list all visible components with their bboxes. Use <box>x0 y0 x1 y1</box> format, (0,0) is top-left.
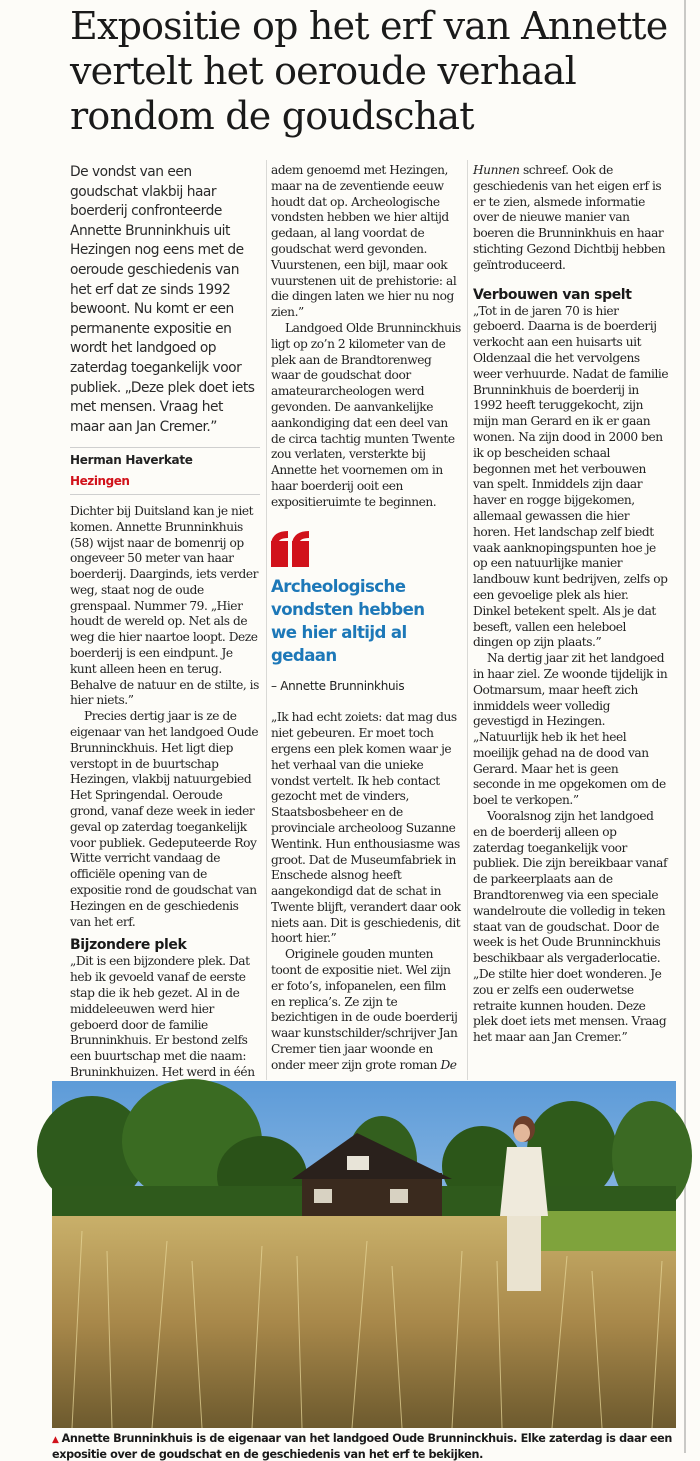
caption-text: Annette Brunninkhuis is de eigenaar van het landgoed Oude Brunninckhuis. Elke zaterdag is daar een expositie over de goudschat en de geschiedenis van het erf te bekijken. <box>52 1432 673 1461</box>
body-paragraph: Vooralsnog zijn het landgoed en de boerderij alleen op zaterdag toegankelijk voor publiek. Die zijn bereikbaar vanaf de parkeerplaats aan de Brandtorenweg via een speciale wandelroute die volledig in teken staat van de goudschat. Door de week is het Oude Brunninckhuis beschikbaar als vergaderlocatie. „De stilte hier doet wonderen. Je zou er zelfs een ouderwetse retraite kunnen houden. Deze plek doet iets met mensen. Vraag het maar aan Jan Cremer.” <box>473 809 668 1045</box>
body-paragraph <box>473 163 669 274</box>
article-column-1 <box>70 163 260 1081</box>
column-divider <box>467 160 468 1080</box>
body-paragraph: Landgoed Olde Brunninckhuis ligt op zo’n 2 kilometer van de plek aan de Brandtorenweg waar de goudschat door amateurarcheologen werd gevonden. De aanvankelijke aankondiging dat een deel van de circa tachtig munten Twente zou verlaten, versterkte bij Annette het voornemen om in haar boerderij ooit een expositieruimte te beginnen. <box>271 320 461 509</box>
photo-caption <box>52 1432 676 1461</box>
body-paragraph: „Dit is een bijzondere plek. Dat heb ik gevoeld vanaf de eerste stap die ik heb gezet. Al in de middeleeuwen werd hier geboerd door de familie Brunninkhuis. Er bestond zelfs een buurtschap met die naam: Bruninkhuizen. Het werd in één <box>70 954 255 1079</box>
body-paragraph: Dichter bij Duitsland kan je niet komen. Annette Brunninkhuis (58) wijst naar de bomenrij op ongeveer 50 meter van haar boerderij. Daarginds, iets verder weg, staat nog de oude grenspaal. Nummer 79. „Hier houdt de wereld op. Net als de weg die hier naartoe loopt. Deze boerderij is een eindpunt. Je kunt alleen heen en terug. Behalve de natuur en de stilte, is hier niets.” <box>70 503 259 708</box>
caption-triangle-icon: ▲ <box>52 1435 59 1445</box>
column-divider <box>266 160 267 1080</box>
body-paragraph: „Ik had echt zoiets: dat mag dus niet gebeuren. Er moet toch ergens een plek komen waar je het verhaal van die unieke vondst vertelt. Ik heb contact gezocht met de vinders, Staatsbosbeheer en de provinciale archeoloog Suzanne Wentink. Hun enthousiasme was groot. Dat de Museumfabriek in Enschede alsnog heeft aangekondigd dat de schat in Twente blijft, verandert daar ook niets aan. Dit is geschiedenis, dit hoort hier.” <box>271 710 461 946</box>
body-paragraph: adem genoemd met Hezingen, maar na de zeventiende eeuw houdt dat op. Archeologische vondsten hebben we hier altijd gedaan, al lang voordat de goudschat werd gevonden. Vuurstenen, een bijl, maar ook vuurstenen uit de prehistorie: al die dingen laten we hier nu nog zien.” <box>271 163 457 320</box>
page-edge <box>684 0 686 1453</box>
book-title-part: Hunnen <box>473 163 520 177</box>
body-text: Originele gouden munten toont de expositie niet. Wel zijn er foto’s, infopanelen, een film en replica’s. Ze zijn te bezichtigen in de oude boerderij waar kunstschilder/schrijver Jan Cremer tien jaar woonde en onder meer zijn grote roman <box>271 947 458 1072</box>
subheading: Bijzondere plek <box>70 937 187 954</box>
pull-quote <box>271 531 463 695</box>
article-photo <box>52 1081 676 1428</box>
body-paragraph: Precies dertig jaar is ze de eigenaar van het landgoed Oude Brunninckhuis. Het ligt diep verstopt in de buurtschap Hezingen, vlakbij natuurgebied Het Springendal. Oeroude grond, vanaf deze week in ieder geval op zaterdag toegankelijk voor publiek. Gedeputeerde Roy Witte verricht vandaag de officiële opening van de expositie rond de goudschat van Hezingen en de geschiedenis van het erf. <box>70 709 259 929</box>
body-paragraph <box>271 947 463 1073</box>
article-column-3 <box>473 163 669 1046</box>
body-paragraph: Na dertig jaar zit het landgoed in haar ziel. Ze woonde tijdelijk in Ootmarsum, maar heeft zich inmiddels weer volledig gevestigd in Hezingen. „Natuurlijk heb ik het heel moeilijk gehad na de dood van Gerard. Maar het is geen seconde in me opgekomen om de boel te verkopen.” <box>473 651 668 808</box>
quote-mark-icon <box>271 531 311 567</box>
author-byline: Herman Haverkate <box>70 447 260 469</box>
landscape-illustration <box>52 1081 676 1428</box>
lead-paragraph: De vondst van een goudschat vlakbij haar boerderij confronteerde Annette Brunninkhuis uit Hezingen nog eens met de oeroude geschiedenis van het erf dat ze sinds 1992 bewoont. Nu komt er een permanente expositie en wordt het landgoed op zaterdag toegankelijk voor publiek. „Deze plek doet iets met mensen. Vraag het maar aan Jan Cremer.” <box>70 164 255 435</box>
headline: Expositie op het erf van Annette vertelt het oeroude verhaal rondom de goudschat <box>70 4 668 138</box>
pull-quote-source: – Annette Brunninkhuis <box>271 678 405 693</box>
article-column-2 <box>271 163 463 1074</box>
pull-quote-text: Archeologische vondsten hebben we hier altijd al gedaan <box>271 576 425 665</box>
subheading: Verbouwen van spelt <box>473 286 632 303</box>
book-title-part: De <box>440 1057 457 1072</box>
body-paragraph: „Tot in de jaren 70 is hier geboerd. Daarna is de boerderij verkocht aan een huisarts uit Oldenzaal die het vervolgens weer verhuurde. Nadat de familie Brunninkhuis de boerderij in 1992 heeft teruggekocht, zijn mijn man Gerard en ik er gaan wonen. Na zijn dood in 2000 ben ik op bescheiden schaal begonnen met het verbouwen van spelt. Inmiddels zijn daar haver en rogge bijgekomen, allemaal gewassen die hier horen. Het landschap zelf biedt vaak aanknopingspunten hoe je op een natuurlijke manier landbouw kunt bedrijven, zelfs op een gevoelige plek als hier. Dinkel betekent spelt. Als je dat beseft, vallen een heleboel dingen op zijn plaats.” <box>473 303 669 650</box>
dateline: Hezingen <box>70 474 260 495</box>
body-text: schreef. Ook de geschiedenis van het eigen erf is er te zien, alsmede informatie over de nieuwe manier van boeren die Brunninkhuis en haar stichting Gezond Dichtbij hebben geïntroduceerd. <box>473 163 666 272</box>
